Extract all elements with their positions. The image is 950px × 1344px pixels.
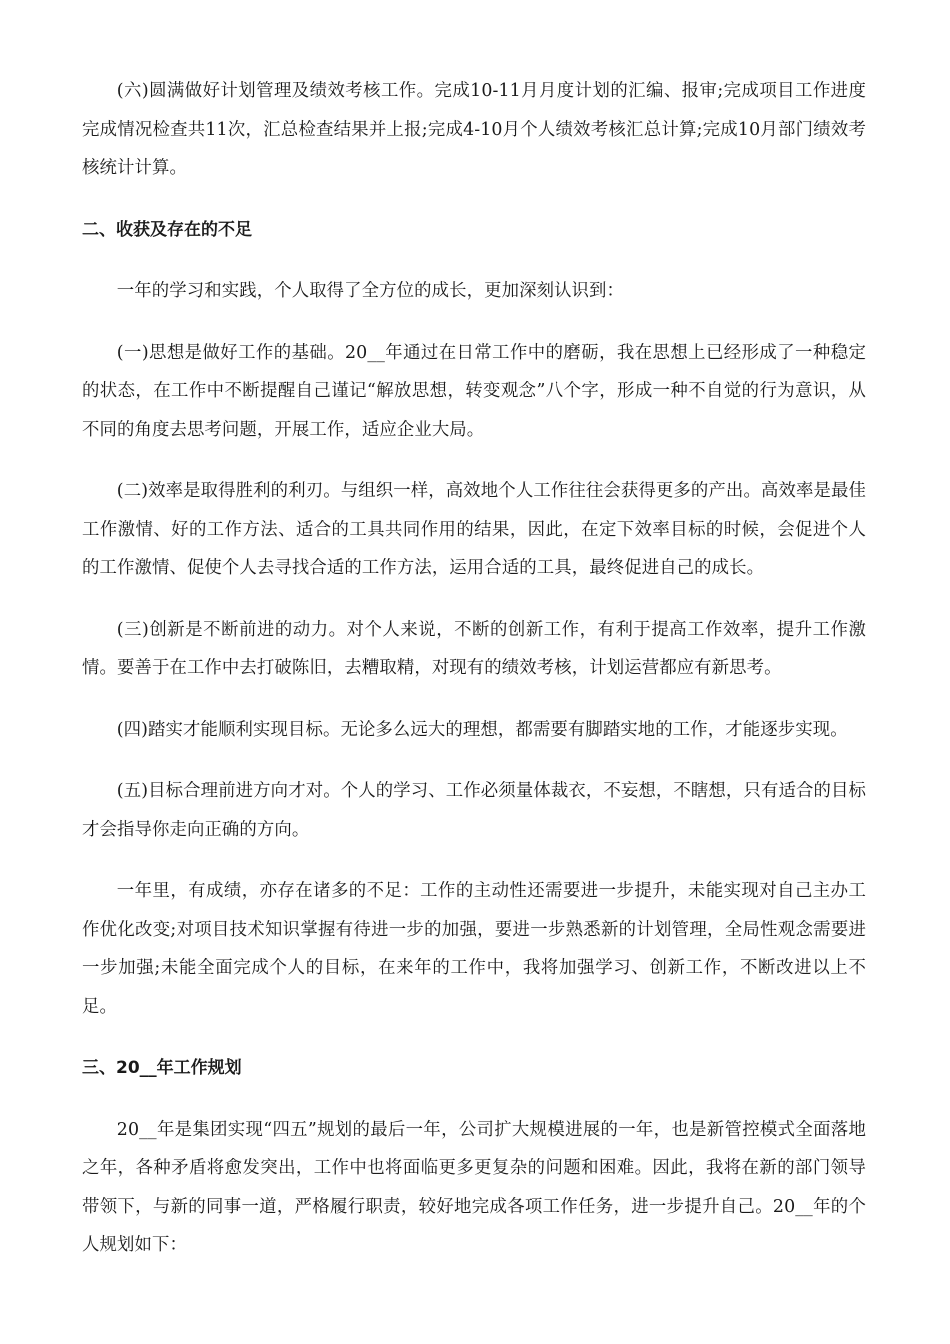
document-page xyxy=(82,72,866,1288)
paragraph-plan: 20__年是集团实现“四五”规划的最后一年，公司扩大规模进展的一年，也是新管控模式全面落地之年，各种矛盾将愈发突出，工作中也将面临更多更复杂的问题和困难。因此，我将在新的部门领导带领下，与新的同事一道，严格履行职责，较好地完成各项工作任务，进一步提升自己。20__年的个人规划如下： xyxy=(82,1119,866,1255)
section-heading-3: 三、20__年工作规划 xyxy=(82,1058,242,1078)
section-heading-2: 二、收获及存在的不足 xyxy=(82,219,252,240)
paragraph-point-4: (四)踏实才能顺利实现目标。无论多么远大的理想，都需要有脚踏实地的工作，才能逐步实现。 xyxy=(116,719,848,740)
paragraph-item-6: (六)圆满做好计划管理及绩效考核工作。完成10-11月月度计划的汇编、报审;完成项目工作进度完成情况检查共11次，汇总检查结果并上报;完成4-10月个人绩效考核汇总计算;完成10月部门绩效考核统计计算。 xyxy=(82,81,866,178)
paragraph-shortcomings: 一年里，有成绩，亦存在诸多的不足：工作的主动性还需要进一步提升，未能实现对自己主办工作优化改变;对项目技术知识掌握有待进一步的加强，要进一步熟悉新的计划管理，全局性观念需要进一步加强;未能全面完成个人的目标，在来年的工作中，我将加强学习、创新工作，不断改进以上不足。 xyxy=(82,881,866,1017)
paragraph-point-2: (二)效率是取得胜利的利刃。与组织一样，高效地个人工作往往会获得更多的产出。高效率是最佳工作激情、好的工作方法、适合的工具共同作用的结果，因此，在定下效率目标的时候，会促进个人的工作激情、促使个人去寻找合适的工作方法，运用合适的工具，最终促进自己的成长。 xyxy=(82,481,866,578)
paragraph-intro: 一年的学习和实践，个人取得了全方位的成长，更加深刻认识到： xyxy=(116,281,625,301)
paragraph-point-3: (三)创新是不断前进的动力。对个人来说，不断的创新工作，有利于提高工作效率，提升工作激情。要善于在工作中去打破陈旧，去糟取精，对现有的绩效考核，计划运营都应有新思考。 xyxy=(82,619,866,678)
paragraph-point-5: (五)目标合理前进方向才对。个人的学习、工作必须量体裁衣，不妄想，不瞎想，只有适合的目标才会指导你走向正确的方向。 xyxy=(82,781,866,840)
paragraph-point-1: (一)思想是做好工作的基础。20__年通过在日常工作中的磨砺，我在思想上已经形成了一种稳定的状态，在工作中不断提醒自己谨记“解放思想，转变观念”八个字，形成一种不自觉的行为意识，从不同的角度去思考问题，开展工作，适应企业大局。 xyxy=(82,342,866,440)
